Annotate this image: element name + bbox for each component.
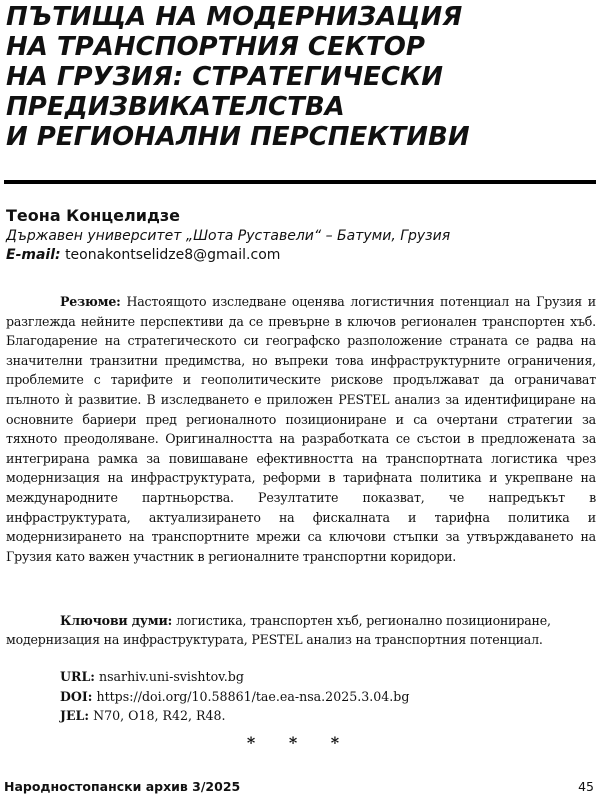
title-line: НА ГРУЗИЯ: СТРАТЕГИЧЕСКИ: [6, 62, 443, 92]
abstract-text: Настоящото изследване оценява логистичния потенциал на Грузия и разглежда нейните перспективи да се превърне в ключов регионален транспортен хъб. Благодарение на стратегическото си географско разположение страната се радва на значителни транзитни предимства, но въпреки това инфраструктурните ограничения, проблемите с тарифите и геополитическите рискове продължават да ограничават пълното ѝ развитие. В изследването е приложен PESTEL анализ за идентифициране на основните бариери пред регионалното позициониране и са очертани стратегии за тяхното преодоляване. Оригиналността на разработката се състои в предложената за интегрирана рамка за повишаване ефективността на транспортната логистика чрез модернизация на инфраструктурата, реформи в тарифната политика и укрепване на международните партньорства. Резултатите показват, че напредъкът в инфраструктурата, актуализирането на фискалната и тарифна политика и модернизирането на транспортните мрежи са ключови стъпки за утвърждаването на Грузия като важен участник в регионалните транспортни коридори.: [6, 294, 596, 564]
jel-label: JEL:: [60, 708, 90, 723]
url-label: URL:: [60, 669, 95, 684]
author-affiliation: Държавен университет „Шота Руставели“ – Батуми, Грузия: [6, 228, 451, 244]
title-divider: [4, 180, 596, 184]
url-link[interactable]: nsarhiv.uni-svishtov.bg: [98, 669, 244, 684]
author-name: Теона Концелидзе: [6, 206, 181, 225]
email-address[interactable]: teonakontselidze8@gmail.com: [65, 247, 281, 263]
doi-label: DOI:: [60, 689, 93, 704]
section-separator: * * *: [246, 733, 354, 752]
author-email: [6, 246, 280, 264]
doi-line: [60, 688, 409, 706]
page-number: 45: [578, 779, 594, 794]
article-title: [6, 2, 596, 152]
title-line: ПРЕДИЗВИКАТЕЛСТВА: [6, 92, 345, 122]
keywords-label: Ключови думи:: [60, 613, 173, 628]
title-line: НА ТРАНСПОРТНИЯ СЕКТОР: [6, 32, 425, 62]
abstract-label: Резюме:: [60, 294, 121, 309]
keywords-text: логистика, транспортен хъб, регионално позициониране, модернизация на инфраструктурата, PESTEL анализ на транспортния потенциал.: [6, 613, 551, 647]
jel-line: [60, 707, 226, 725]
abstract: [6, 292, 596, 566]
doi-link[interactable]: https://doi.org/10.58861/tae.ea-nsa.2025.3.04.bg: [96, 689, 410, 704]
url-line: [60, 668, 244, 686]
title-line: ПЪТИЩА НА МОДЕРНИЗАЦИЯ: [6, 2, 463, 32]
jel-codes: N70, O18, R42, R48.: [93, 708, 226, 723]
footer-journal: Народностопански архив 3/2025: [4, 779, 241, 794]
email-label: E-mail:: [6, 247, 61, 263]
title-line: И РЕГИОНАЛНИ ПЕРСПЕКТИВИ: [6, 122, 470, 152]
keywords: [6, 611, 596, 649]
